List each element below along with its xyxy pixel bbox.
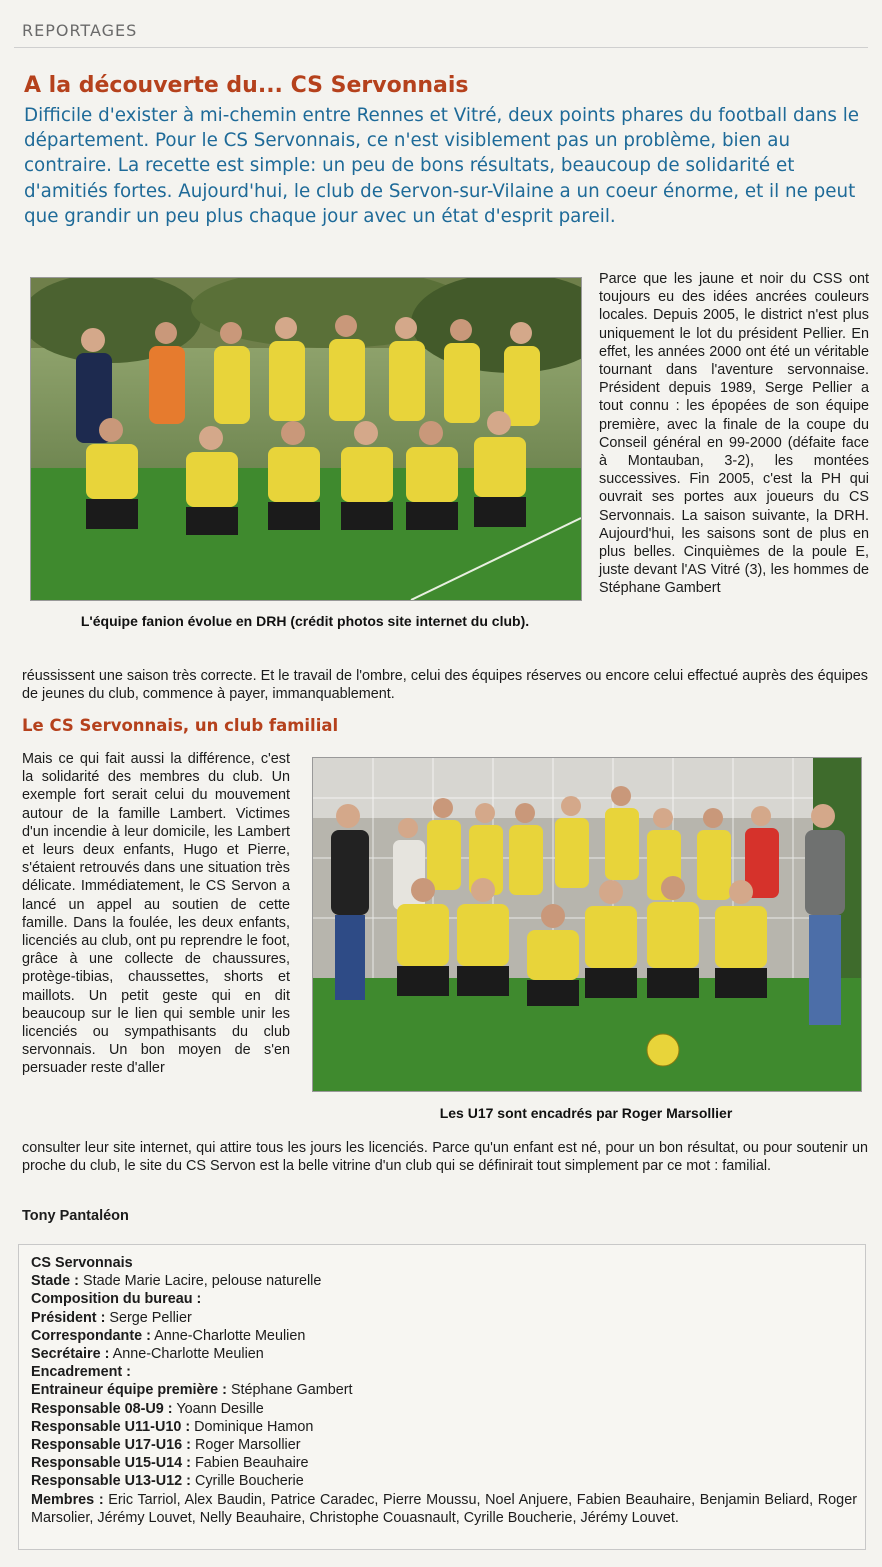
section-label: REPORTAGES [22,21,138,40]
info-membres-label: Membres : [31,1491,104,1508]
paragraph-2-full: consulter leur site internet, qui attire tous les jours les licenciés. Parce qu'un enfant est né, pour un bon résultat, ou pour soutenir un proche du club, le site du CS Servon est la belle vitrine d'un club qui se définirait tout simplement par ce mot : familial. [22,1140,868,1175]
info-resp-u13-label: Responsable U13-U12 : [31,1473,191,1490]
info-resp-u17-value: Roger Marsollier [194,1437,301,1454]
article-lead: Difficile d'exister à mi-chemin entre Rennes et Vitré, deux points phares du football dans le département. Pour le CS Servonnais, ce n'est visiblement pas un problème, bien au contraire. La recette est simple: un peu de bons résultats, beaucoup de solidarité et d'amitiés fortes. Aujourd'hui, le club de Servon-sur-Vilaine a un coeur énorme, et il ne peut que grandir un peu plus chaque jour avec un état d'esprit pareil. [24,105,860,227]
club-info-box [18,1244,866,1550]
header-rule [14,47,868,48]
team-photo-u17 [312,757,862,1092]
info-correspondante-label: Correspondante : [31,1327,151,1344]
article-title: A la découverte du... CS Servonnais [24,73,469,98]
info-resp-u11-value: Dominique Hamon [194,1418,314,1435]
subheading: Le CS Servonnais, un club familial [22,716,339,735]
info-entraineur-value: Stéphane Gambert [230,1382,353,1399]
info-resp-u13-value: Cyrille Boucherie [194,1473,304,1490]
info-secretaire-value: Anne-Charlotte Meulien [112,1346,264,1363]
paragraph-1-full: réussissent une saison très correcte. Et le travail de l'ombre, celui des équipes réserves ou encore celui effectué auprès des équipes de jeunes du club, commence à payer, immanquablement. [22,668,868,703]
info-membres-value: Eric Tarriol, Alex Baudin, Patrice Caradec, Pierre Moussu, Noel Anjuere, Fabien Beauhaire, Benjamin Beliard, Roger Marsolier, Jérémy Louvet, Nelly Beauhaire, Christophe Couasnault, Cyrille Boucherie, Jérémy Louvet. [31,1491,857,1526]
info-stade-value: Stade Marie Lacire, pelouse naturelle [82,1273,322,1290]
info-president-value: Serge Pellier [109,1309,192,1326]
paragraph-1-side: Parce que les jaune et noir du CSS ont toujours eu des idées ancrées couleurs locales. Depuis 2005, le district n'est plus uniquement le lot du président Pellier. En effet, les années 2000 ont été un véritable tournant dans l'aventure servonnaise. Président depuis 1989, Serge Pellier a tout connu : les épopées de son équipe première, avec la finale de la coupe du Conseil général en 99-2000 (défaite face à Montauban, 3-2), les montées successives. Fin 2005, c'est la PH qui ouvrait ses portes aux joueurs du CS Servonnais. La saison suivante, la DRH. Aujourd'hui, les saisons sont de plus en plus belles. Cinquièmes de la poule E, juste devant l'AS Vitré (3), les hommes de Stéphane Gambert [599,271,869,597]
info-resp-u11-label: Responsable U11-U10 : [31,1418,191,1435]
paragraph-2-side: Mais ce qui fait aussi la différence, c'est la solidarité des membres du club. Un exemple fort serait celui du mouvement autour de la famille Lambert. Victimes d'un incendie à leur domicile, les Lambert et leurs deux enfants, Hugo et Pierre, s'étaient retrouvés dans une situation très délicate. Immédiatement, le CS Servon a lancé un appel au soutien de cette famille. Dans la foulée, les deux enfants, licenciés au club, ont pu reprendre le foot, grâce à une collecte de chaussures, protège-tibias, chaussettes, shorts et maillots. Un petit geste qui en dit beaucoup sur le lien qui semble unir les licenciés ou sympathisants du club servonnais. Un bon moyen de s'en persuader reste d'aller [22,751,290,1077]
info-resp-u17-label: Responsable U17-U16 : [31,1437,191,1454]
team-photo-senior [30,277,582,601]
info-stade-label: Stade : [31,1273,79,1290]
info-resp-u15-value: Fabien Beauhaire [194,1455,309,1472]
info-resp-u9-value: Yoann Desille [176,1400,264,1417]
author-byline: Tony Pantaléon [22,1208,129,1224]
info-resp-u15-label: Responsable U15-U14 : [31,1455,191,1472]
info-resp-u9-label: Responsable 08-U9 : [31,1400,173,1417]
info-bureau-label: Composition du bureau : [31,1291,202,1308]
photo1-caption: L'équipe fanion évolue en DRH (crédit photos site internet du club). [80,613,530,629]
info-correspondante-value: Anne-Charlotte Meulien [154,1327,306,1344]
info-president-label: Président : [31,1309,106,1326]
info-club-name: CS Servonnais [31,1255,133,1271]
info-entraineur-label: Entraineur équipe première : [31,1382,227,1399]
info-secretaire-label: Secrétaire : [31,1346,110,1363]
photo2-caption: Les U17 sont encadrés par Roger Marsollier [439,1105,733,1121]
info-encadrement-label: Encadrement : [31,1364,131,1381]
